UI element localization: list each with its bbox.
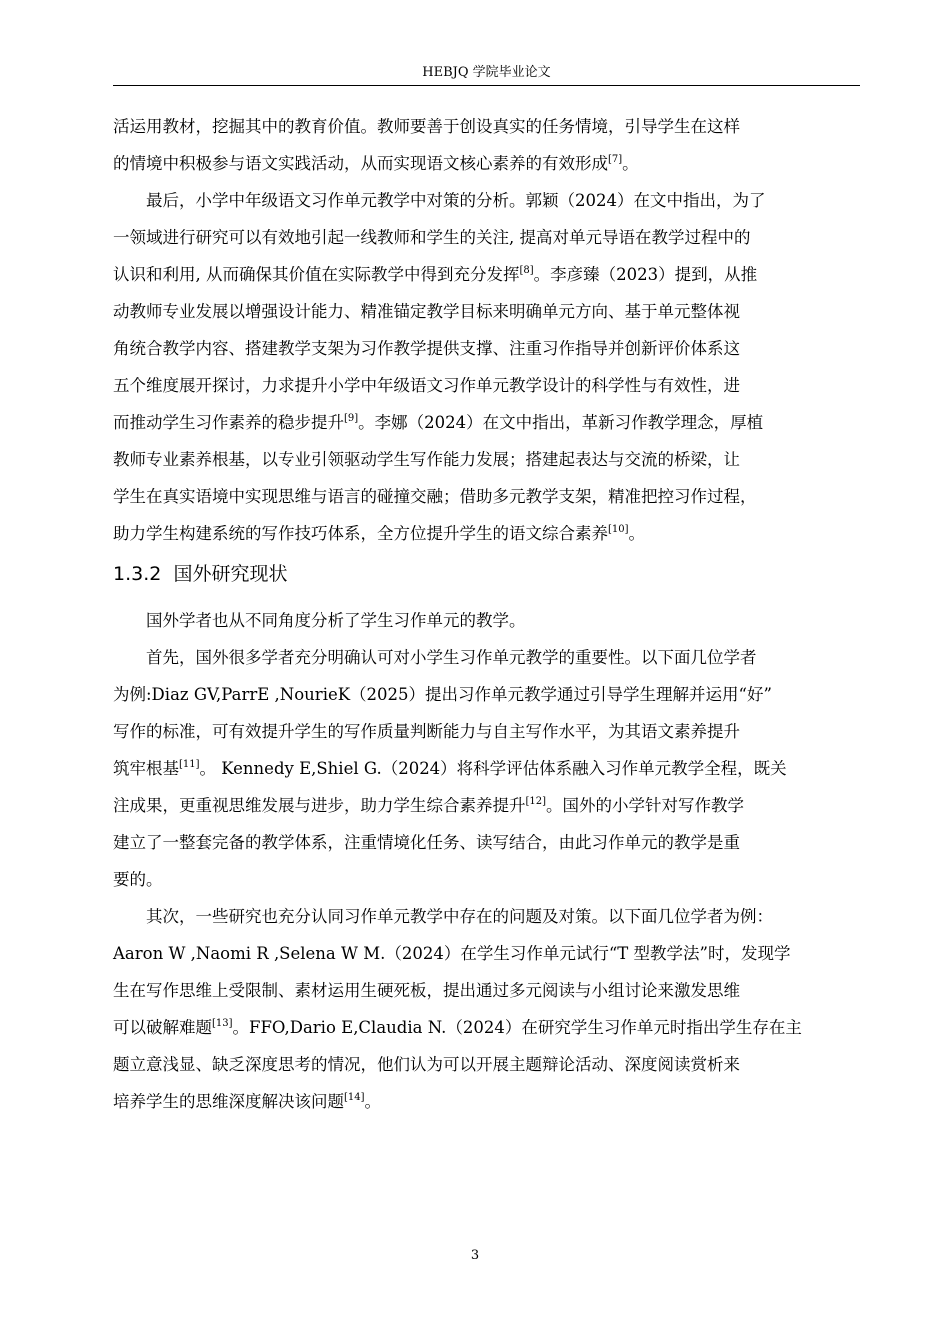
text-line bbox=[113, 639, 867, 676]
text-run: 其次，一些研究也充分认同习作单元教学中存在的问题及对策。以下面几位学者为例： bbox=[146, 907, 773, 926]
text-line bbox=[113, 182, 867, 219]
text-run: 为例:Diaz GV,ParrE ,NourieK（2025）提出习作单元教学通过引导学生理解并运用“好” bbox=[113, 685, 772, 704]
text-line bbox=[113, 515, 867, 552]
text-line bbox=[113, 935, 867, 972]
text-run: 。国外的小学针对写作教学 bbox=[546, 796, 745, 815]
paragraph-group-foreign bbox=[113, 602, 867, 1120]
section-heading bbox=[113, 562, 867, 586]
citation-ref: [12] bbox=[525, 796, 547, 807]
text-run: 。李彦臻（2023）提到，从推 bbox=[533, 265, 758, 284]
text-run: 教师专业素养根基，以专业引领驱动学生写作能力发展；搭建起表达与交流的桥梁，让 bbox=[113, 450, 740, 469]
text-run: 学生在真实语境中实现思维与语言的碰撞交融；借助多元教学支架，精准把控习作过程， bbox=[113, 487, 757, 506]
section-title: 国外研究现状 bbox=[173, 563, 288, 585]
text-line bbox=[113, 1083, 867, 1120]
paragraph bbox=[113, 108, 867, 182]
text-run: 最后，小学中年级语文习作单元教学中对策的分析。郭颖（2024）在文中指出，为了 bbox=[146, 191, 766, 210]
text-line bbox=[113, 898, 867, 935]
page-number: 3 bbox=[470, 1248, 480, 1263]
citation-ref: [10] bbox=[608, 524, 629, 535]
text-run: 五个维度展开探讨，力求提升小学中年级语文习作单元教学设计的科学性与有效性，进 bbox=[113, 376, 740, 395]
citation-ref: [14] bbox=[344, 1092, 365, 1103]
text-line bbox=[113, 367, 867, 404]
text-run: 建立了一整套完备的教学体系，注重情境化任务、读写结合，由此习作单元的教学是重 bbox=[113, 833, 740, 852]
text-line bbox=[113, 676, 867, 713]
text-line bbox=[113, 861, 867, 898]
text-run: 培养学生的思维深度解决该问题 bbox=[113, 1092, 344, 1111]
text-line bbox=[113, 108, 867, 145]
text-run: 角统合教学内容、搭建教学支架为习作教学提供支撑、注重习作指导并创新评价体系这 bbox=[113, 339, 740, 358]
text-line bbox=[113, 787, 867, 824]
text-line bbox=[113, 972, 867, 1009]
text-line bbox=[113, 256, 867, 293]
text-run: 活运用教材，挖掘其中的教育价值。教师要善于创设真实的任务情境，引导学生在这样 bbox=[113, 117, 740, 136]
text-run: 一领域进行研究可以有效地引起一线教师和学生的关注, 提高对单元导语在教学过程中的 bbox=[113, 228, 751, 247]
text-run: 。 Kennedy E,Shiel G.（2024）将科学评估体系融入习作单元教学全程，既关 bbox=[199, 759, 787, 778]
text-line bbox=[113, 330, 867, 367]
text-line bbox=[113, 219, 867, 256]
citation-ref: [11] bbox=[179, 759, 200, 770]
text-line bbox=[113, 441, 867, 478]
text-line bbox=[113, 824, 867, 861]
text-run: Aaron W ,Naomi R ,Selena W M.（2024）在学生习作单元试行“T 型教学法”时，发现学 bbox=[113, 944, 791, 963]
text-line bbox=[113, 750, 867, 787]
text-run: 认识和利用, 从而确保其价值在实际教学中得到充分发挥 bbox=[113, 265, 520, 284]
text-line bbox=[113, 1046, 867, 1083]
text-run: 生在写作思维上受限制、素材运用生硬死板，提出通过多元阅读与小组讨论来激发思维 bbox=[113, 981, 740, 1000]
text-run: 要的。 bbox=[113, 870, 163, 889]
text-line bbox=[113, 478, 867, 515]
text-line bbox=[113, 602, 867, 639]
paragraph bbox=[113, 639, 867, 898]
text-run: 写作的标准，可有效提升学生的写作质量判断能力与自主写作水平，为其语文素养提升 bbox=[113, 722, 740, 741]
section-number: 1.3.2 bbox=[113, 563, 162, 585]
text-run: 。 bbox=[364, 1092, 382, 1111]
text-run: 助力学生构建系统的写作技巧体系，全方位提升学生的语文综合素养 bbox=[113, 524, 608, 543]
paragraph bbox=[113, 898, 867, 1120]
citation-ref: [9] bbox=[344, 413, 359, 424]
text-run: 首先，国外很多学者充分明确认可对小学生习作单元教学的重要性。以下面几位学者 bbox=[146, 648, 757, 667]
text-run: 筑牢根基 bbox=[113, 759, 179, 778]
text-run: 动教师专业发展以增强设计能力、精准锚定教学目标来明确单元方向、基于单元整体视 bbox=[113, 302, 740, 321]
citation-ref: [7] bbox=[608, 154, 623, 165]
text-run: 。 bbox=[628, 524, 646, 543]
citation-ref: [8] bbox=[519, 265, 534, 276]
text-run: 。李娜（2024）在文中指出，革新习作教学理念，厚植 bbox=[358, 413, 764, 432]
text-line bbox=[113, 145, 867, 182]
text-run: 国外学者也从不同角度分析了学生习作单元的教学。 bbox=[146, 611, 526, 630]
paragraph bbox=[113, 182, 867, 552]
text-run: 题立意浅显、缺乏深度思考的情况，他们认为可以开展主题辩论活动、深度阅读赏析来 bbox=[113, 1055, 740, 1074]
text-line bbox=[113, 404, 867, 441]
document-body bbox=[113, 108, 867, 1120]
paragraph-group-domestic bbox=[113, 108, 867, 552]
text-line bbox=[113, 1009, 867, 1046]
citation-ref: [13] bbox=[212, 1018, 233, 1029]
text-run: 注成果，更重视思维发展与进步，助力学生综合素养提升 bbox=[113, 796, 526, 815]
text-run: 的情境中积极参与语文实践活动，从而实现语文核心素养的有效形成 bbox=[113, 154, 608, 173]
text-line bbox=[113, 713, 867, 750]
text-run: 可以破解难题 bbox=[113, 1018, 212, 1037]
text-line bbox=[113, 293, 867, 330]
paragraph bbox=[113, 602, 867, 639]
text-run: 。 bbox=[622, 154, 639, 173]
running-header: HEBJQ 学院毕业论文 bbox=[113, 64, 860, 86]
text-run: 而推动学生习作素养的稳步提升 bbox=[113, 413, 344, 432]
text-run: 。FFO,Dario E,Claudia N.（2024）在研究学生习作单元时指出学生存在主 bbox=[232, 1018, 802, 1037]
